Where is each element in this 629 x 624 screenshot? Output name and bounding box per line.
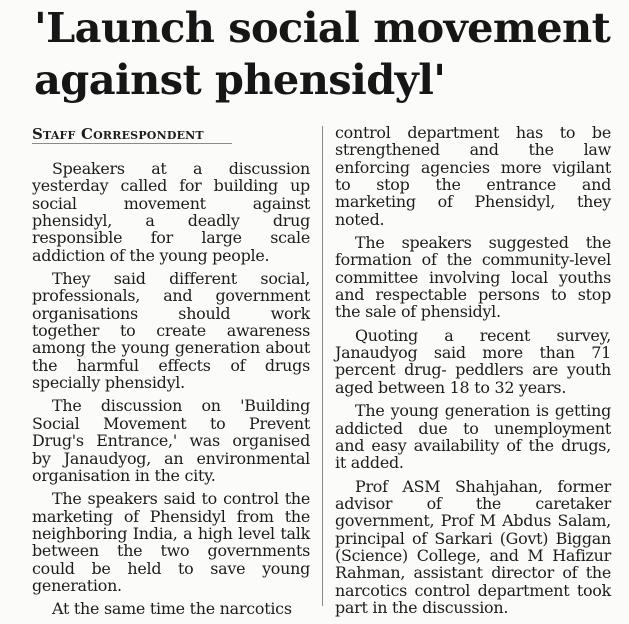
paragraph: The speakers suggested the formation of the community-level committee involving local youths and respectable persons to stop the sale of phensidyl. (335, 233, 611, 322)
byline: Staff Correspondent (32, 125, 232, 144)
headline (34, 2, 629, 106)
headline-line-1: 'Launch social movement (34, 3, 611, 52)
paragraph: At the same time the narcotics (52, 599, 292, 619)
column-divider (322, 126, 323, 606)
paragraph: The discussion on 'Building Social Movement to Prevent Drug's Entrance,' was organised by Janaudyog, an environmental organisation in the city. (32, 396, 310, 485)
paragraph-continued: control department has to be strengthened and the law enforcing agencies more vigilant to stop the entrance and marketing of Phensidyl, they noted. (335, 123, 611, 229)
paragraph: The speakers said to control the marketing of Phensidyl from the neighboring India, a high level talk between the two governments could be held to save young generation. (32, 489, 310, 595)
paragraph: They said different social, professionals, and government organisations should work together to create awareness among the young generation about the harmful effects of drugs specially phensidyl. (32, 269, 310, 393)
paragraph: Speakers at a discussion yesterday called for building up social movement against phensidyl, a deadly drug responsible for large scale addiction of the young people. (32, 159, 310, 265)
paragraph: Quoting a recent survey, Janaudyog said more than 71 percent drug- peddlers are youth aged between 18 to 32 years. (335, 325, 611, 397)
column-left (32, 124, 310, 624)
paragraph: The young generation is getting addicted due to unemployment and easy availability of the drugs, it added. (335, 401, 611, 473)
headline-line-2: against phensidyl' (34, 55, 446, 104)
paragraph: Prof ASM Shahjahan, former advisor of the caretaker government, Prof M Abdus Salam, principal of Sarkari (Govt) Biggan (Science) College, and M Hafizur Rahman, assistant director of the narcotics control department took part in the discussion. (335, 476, 611, 617)
column-right (335, 124, 611, 622)
